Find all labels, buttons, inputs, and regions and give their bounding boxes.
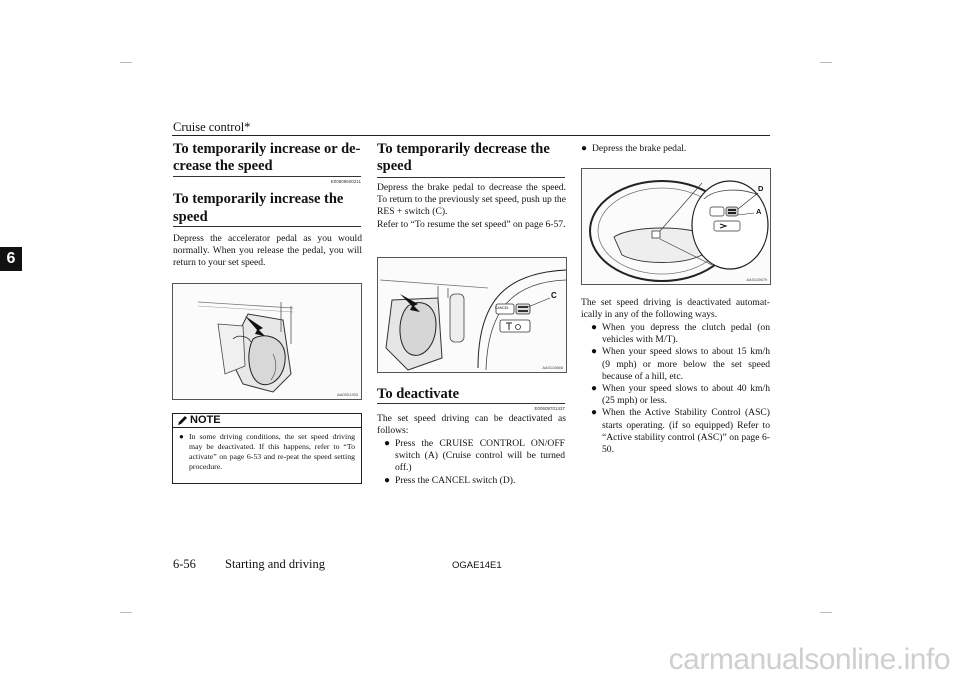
heading-rule [377,177,565,178]
paragraph-increase: Depress the accelerator pedal as you would normally. When you release the pedal, you will return to your set speed. [173,233,362,269]
crop-mark [120,62,132,63]
list-item [581,143,770,155]
bullet-dot: ● [384,438,391,449]
crop-mark [820,612,832,613]
heading-deactivate: To deactivate [377,386,460,402]
heading-decrease: To temporarily decrease the speed [377,141,550,174]
note-label: NOTE [190,414,221,426]
figure-accelerator-pedal [172,283,362,400]
note-box [172,413,362,484]
bullet-dot: ● [591,383,598,395]
bullet-dot: ● [591,322,598,333]
list-item-text: When your speed slows to about 15 km/h (9 mph) or more below the set speed because of a hill, etc. [602,346,770,382]
list-item-text: Press the CRUISE CONTROL ON/OFF switch (A) (Cruise control will be turned off.) [395,438,565,474]
figure-label-a: A [756,207,762,216]
list-item-text: Press the CANCEL switch (D). [395,474,516,486]
heading-increase-decrease: To temporarily increase or de-crease the speed [173,141,361,174]
list-item-text: Depress the brake pedal. [592,143,687,154]
auto-deactivate-list [591,322,770,456]
heading-increase: To temporarily increase the speed [173,191,344,225]
figure-code: AA0110679 [746,277,767,282]
list-item [591,407,770,456]
steering-wheel-illustration [582,169,770,284]
brake-bullet [581,143,770,155]
crop-mark [120,612,132,613]
note-pencil-icon [177,415,188,426]
figure-code: AA0110666 [542,365,563,370]
note-header [173,414,361,428]
list-item [591,383,770,407]
figure-label-d: D [758,184,764,193]
heading-rule [173,176,361,177]
section-code: E00609600211 [330,179,361,184]
list-item [591,322,770,346]
figure-steering-wheel [581,168,771,285]
figure-code: AA0001393 [337,392,358,397]
page-number: 6-56 [173,557,196,571]
deactivate-list [384,438,565,487]
paragraph-deactivate: The set speed driving can be deactivated as follows: [377,413,566,437]
note-item [179,432,355,472]
list-item [384,475,565,487]
chapter-title: Starting and driving [225,557,325,571]
list-item [591,346,770,383]
crop-mark [820,62,832,63]
figure-label-c: C [551,291,557,300]
section-code: E00609701437 [534,406,565,411]
bullet-dot: ● [591,407,598,419]
paragraph-decrease: Depress the brake pedal to decrease the speed. To return to the previously set speed, push up the RES + switch (C). [377,182,566,218]
brake-pedal-illustration [378,258,566,372]
paragraph-auto-deactivate: The set speed driving is deactivated automat-ically in any of the following ways. [581,297,770,321]
chapter-tab: 6 [0,247,22,271]
list-item [384,438,565,475]
heading-rule [377,403,565,404]
bullet-dot: ● [384,474,391,486]
document-code: OGAE14E1 [452,560,502,571]
cancel-switch-label: CANCEL [495,306,510,310]
note-item-text: In some driving conditions, the set speed driving may be deactivated. If this happens, refer to “To activate” on page 6-53 and re-peat the speed setting procedure. [189,432,355,472]
bullet-dot: ● [581,143,588,154]
list-item-text: When you depress the clutch pedal (on vehicles with M/T). [602,322,770,346]
paragraph-decrease-ref: Refer to “To resume the set speed” on page 6-57. [377,219,566,230]
watermark-text: carmanualsonline.info [668,643,950,676]
bullet-dot: ● [591,346,598,358]
figure-brake-pedal [377,257,567,373]
list-item-text: When your speed slows to about 40 km/h (25 mph) or less. [602,383,770,407]
header-rule [172,135,770,136]
accelerator-pedal-illustration [173,284,361,399]
section-header: Cruise control* [173,120,251,134]
note-body [173,428,361,475]
heading-rule [173,226,361,227]
bullet-dot: ● [179,432,184,441]
list-item-text: When the Active Stability Control (ASC) starts operating. (if so equipped) Refer to “Active stability control (ASC)” on page 6-50. [602,407,770,456]
